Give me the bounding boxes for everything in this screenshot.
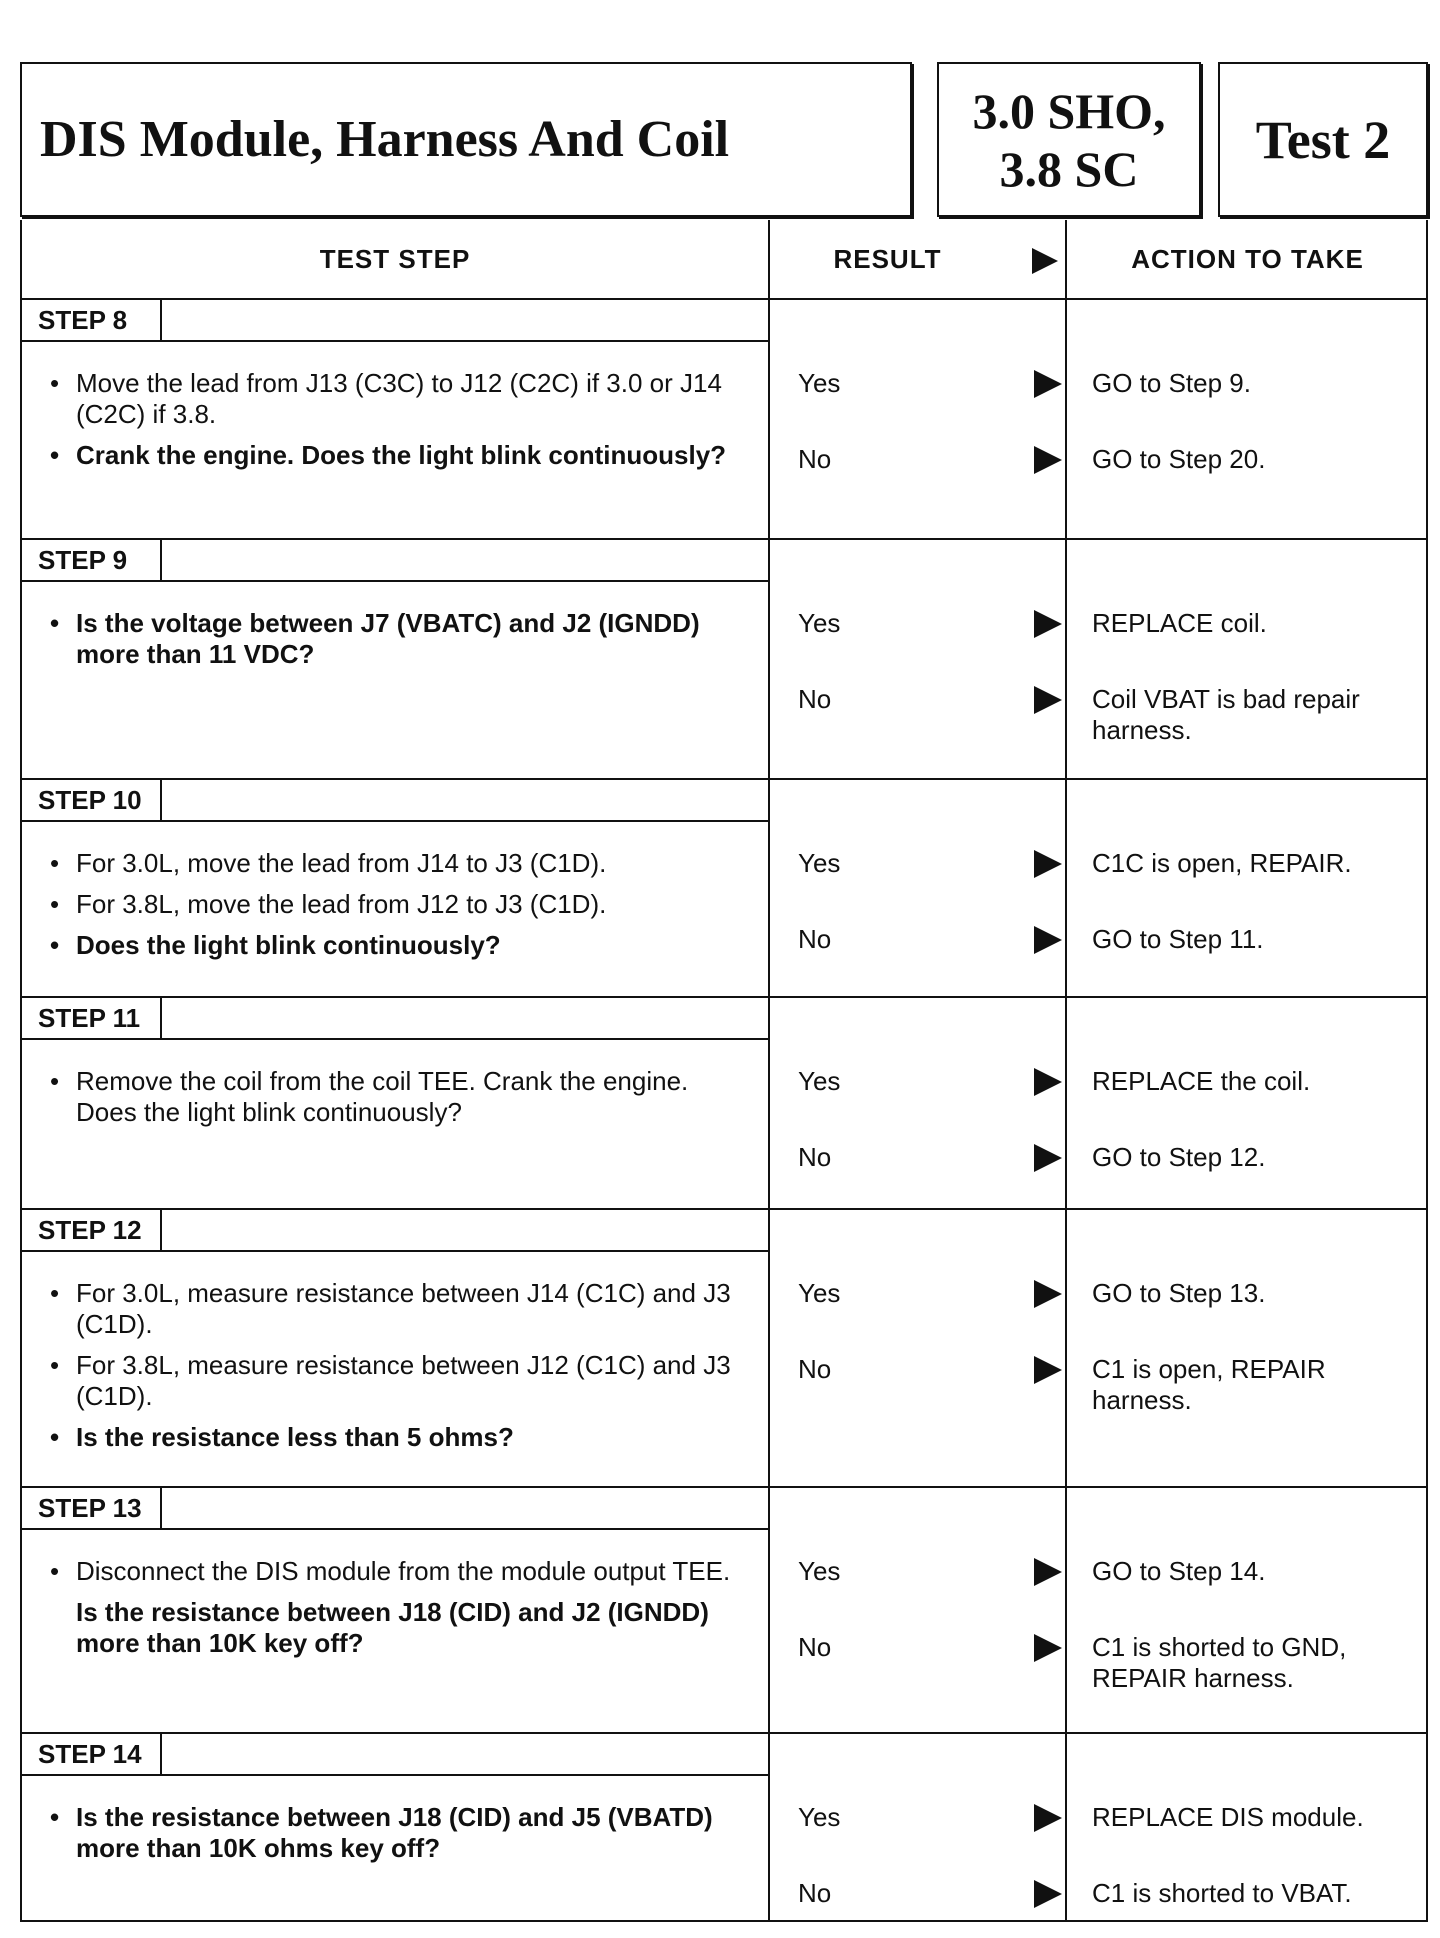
step-label: STEP 8 xyxy=(22,300,162,340)
action-text: GO to Step 14. xyxy=(1092,1556,1266,1586)
bullet-item: • Move the lead from J13 (C3C) to J12 (C2C) if 3.0 or J14 (C2C) if 3.8. xyxy=(50,368,740,430)
step-label: STEP 13 xyxy=(22,1488,162,1528)
bullet-item: • Crank the engine. Does the light blink continuously? xyxy=(50,440,740,471)
action-text: GO to Step 13. xyxy=(1092,1278,1266,1308)
header-test-step: TEST STEP xyxy=(22,220,768,300)
result-yes: Yes xyxy=(798,1066,841,1096)
step-row xyxy=(22,998,1428,1210)
title-box xyxy=(20,62,912,217)
bullet-item: • Remove the coil from the coil TEE. Crank the engine. Does the light blink continuously? xyxy=(50,1066,740,1128)
step-label: STEP 11 xyxy=(22,998,162,1038)
result-no: No xyxy=(798,1354,832,1384)
step-tab xyxy=(22,998,768,1040)
arrow-right-icon xyxy=(1034,686,1062,714)
step-row xyxy=(22,1210,1428,1488)
step-bullets xyxy=(50,1066,740,1138)
arrow-right-icon xyxy=(1034,1280,1062,1308)
step-tab xyxy=(22,1488,768,1530)
action-text: GO to Step 20. xyxy=(1092,444,1266,474)
document-title: DIS Module, Harness And Coil xyxy=(40,111,730,168)
result-no: No xyxy=(798,684,832,714)
step-tab xyxy=(22,540,768,582)
action-text: REPLACE coil. xyxy=(1092,608,1267,638)
engine-line-2: 3.8 SC xyxy=(999,140,1139,197)
step-row xyxy=(22,540,1428,780)
arrow-right-icon xyxy=(1034,1880,1062,1908)
step-label: STEP 9 xyxy=(22,540,162,580)
bullet-item: • For 3.8L, move the lead from J12 to J3 (C1D). xyxy=(50,889,740,920)
arrow-right-icon xyxy=(1034,1356,1062,1384)
step-row xyxy=(22,1734,1428,1922)
step-label: STEP 14 xyxy=(22,1734,162,1774)
step-label: STEP 10 xyxy=(22,780,162,820)
result-yes: Yes xyxy=(798,1802,841,1832)
result-no: No xyxy=(798,1632,832,1662)
engine-box xyxy=(937,62,1201,217)
header-result-label: RESULT xyxy=(833,243,942,274)
step-label: STEP 12 xyxy=(22,1210,162,1250)
step-bullets xyxy=(50,1278,740,1463)
result-yes: Yes xyxy=(798,368,841,398)
step-bullets xyxy=(50,608,740,680)
arrow-right-icon xyxy=(1034,446,1062,474)
action-text: Coil VBAT is bad repair harness. xyxy=(1092,684,1360,745)
bullet-item: • Is the resistance less than 5 ohms? xyxy=(50,1422,740,1453)
arrow-right-icon xyxy=(1034,926,1062,954)
result-no: No xyxy=(798,1878,832,1908)
action-text: REPLACE the coil. xyxy=(1092,1066,1311,1096)
step-row xyxy=(22,1488,1428,1734)
arrow-right-icon xyxy=(1034,610,1062,638)
arrow-right-icon xyxy=(1034,1634,1062,1662)
step-tab xyxy=(22,1210,768,1252)
result-yes: Yes xyxy=(798,848,841,878)
arrow-right-icon xyxy=(1034,370,1062,398)
result-yes: Yes xyxy=(798,1556,841,1586)
step-bullets xyxy=(50,1802,740,1874)
arrow-right-icon xyxy=(1034,1068,1062,1096)
action-text: C1 is shorted to GND, REPAIR harness. xyxy=(1092,1632,1347,1693)
bullet-item: • Does the light blink continuously? xyxy=(50,930,740,961)
action-text: GO to Step 9. xyxy=(1092,368,1251,398)
engine-line-1: 3.0 SHO, xyxy=(972,82,1166,139)
bullet-item: • Disconnect the DIS module from the module output TEE. xyxy=(50,1556,740,1587)
arrow-right-icon xyxy=(1034,1144,1062,1172)
step-tab xyxy=(22,300,768,342)
header-action: ACTION TO TAKE xyxy=(1067,220,1428,300)
step-tab xyxy=(22,780,768,822)
test-label: Test 2 xyxy=(1255,109,1391,170)
action-text: GO to Step 12. xyxy=(1092,1142,1266,1172)
action-text: REPLACE DIS module. xyxy=(1092,1802,1364,1832)
step-bullets xyxy=(50,1556,740,1669)
action-text: C1C is open, REPAIR. xyxy=(1092,848,1352,878)
bullet-item: • For 3.8L, measure resistance between J12 (C1C) and J3 (C1D). xyxy=(50,1350,740,1412)
header-result xyxy=(770,220,1065,300)
action-text: C1 is shorted to VBAT. xyxy=(1092,1878,1352,1908)
test-box xyxy=(1218,62,1428,217)
test-table xyxy=(20,220,1428,1922)
step-bullets xyxy=(50,368,740,481)
engine-label xyxy=(972,82,1165,198)
arrow-right-icon xyxy=(1034,850,1062,878)
step-row xyxy=(22,780,1428,998)
arrow-right-icon xyxy=(1032,248,1058,274)
bullet-item: • Is the voltage between J7 (VBATC) and J2 (IGNDD) more than 11 VDC? xyxy=(50,608,740,670)
result-no: No xyxy=(798,924,832,954)
step-row xyxy=(22,300,1428,540)
result-no: No xyxy=(798,444,832,474)
bullet-item: • Is the resistance between J18 (CID) and J5 (VBATD) more than 10K ohms key off? xyxy=(50,1802,740,1864)
bullet-item: Is the resistance between J18 (CID) and J2 (IGNDD) more than 10K key off? xyxy=(76,1597,709,1658)
arrow-right-icon xyxy=(1034,1558,1062,1586)
step-bullets xyxy=(50,848,740,971)
arrow-right-icon xyxy=(1034,1804,1062,1832)
step-tab xyxy=(22,1734,768,1776)
action-text: GO to Step 11. xyxy=(1092,924,1264,954)
result-yes: Yes xyxy=(798,608,841,638)
result-yes: Yes xyxy=(798,1278,841,1308)
bullet-item: • For 3.0L, move the lead from J14 to J3 (C1D). xyxy=(50,848,740,879)
result-no: No xyxy=(798,1142,832,1172)
bullet-item: • For 3.0L, measure resistance between J14 (C1C) and J3 (C1D). xyxy=(50,1278,740,1340)
action-text: C1 is open, REPAIR harness. xyxy=(1092,1354,1326,1415)
